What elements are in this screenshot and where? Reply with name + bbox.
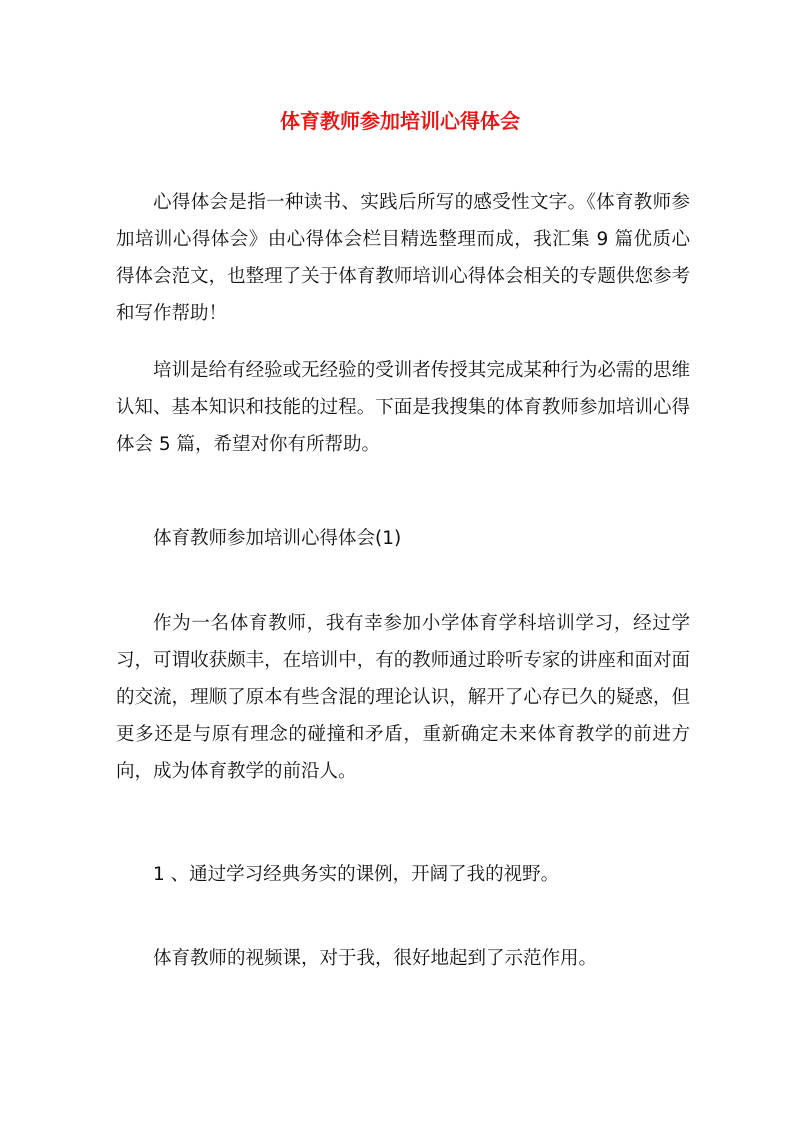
numbered-point: 1 、通过学习经典务实的课例，开阔了我的视野。 (153, 864, 560, 885)
document-title: 体育教师参加培训心得体会 (280, 109, 520, 133)
body-paragraph: 作为一名体育教师，我有幸参加小学体育学科培训学习，经过学习，可谓收获颇丰，在培训中，有的教师通过聆听专家的讲座和面对面的交流，理顺了原本有些含混的理论认识，解开了心存已久的疑惑，但更多还是与原有理念的碰撞和矛盾，重新确定未来体育教学的前进方向，成为体育教学的前沿人。 (116, 613, 690, 782)
section-heading: 体育教师参加培训心得体会(1) (153, 528, 402, 549)
training-definition-paragraph: 培训是给有经验或无经验的受训者传授其完成某种行为必需的思维认知、基本知识和技能的过程。下面是我搜集的体育教师参加培训心得体会 5 篇，希望对你有所帮助。 (116, 360, 690, 455)
intro-paragraph: 心得体会是指一种读书、实践后所写的感受性文字。《体育教师参加培训心得体会》由心得体会栏目精选整理而成，我汇集 9 篇优质心得体会范文，也整理了关于体育教师培训心得体会相关的专题供您参考和写作帮助！ (116, 192, 690, 324)
body-paragraph-last: 体育教师的视频课，对于我，很好地起到了示范作用。 (153, 948, 598, 969)
